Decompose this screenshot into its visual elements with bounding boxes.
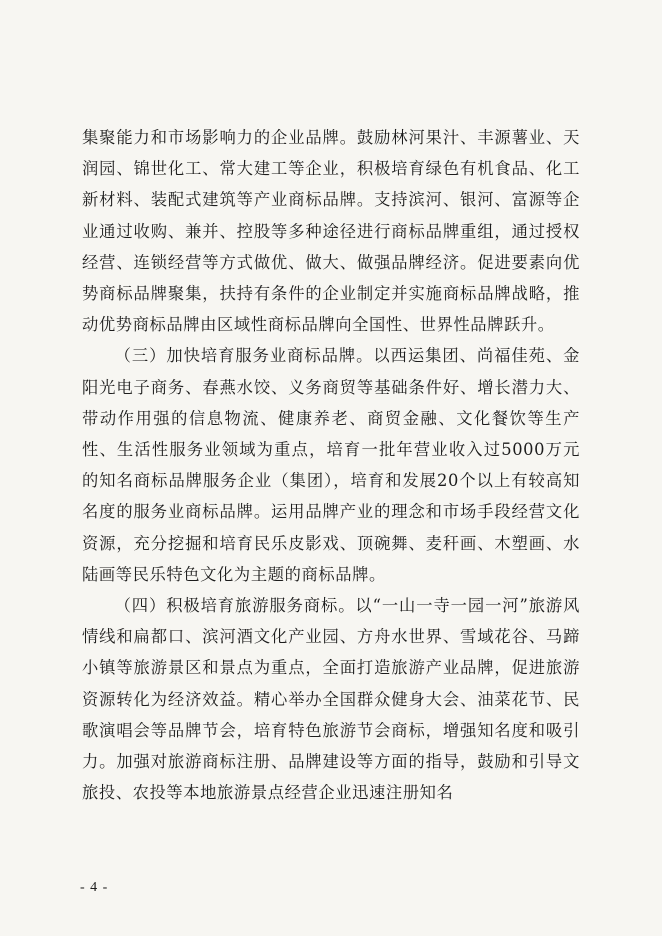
page-number: - 4 - [80, 880, 109, 895]
paragraph-3: （四）积极培育旅游服务商标。以“一山一寺一园一河”旅游风情线和扁都口、滨河酒文化产业园、方舟水世界、雪域花谷、马蹄小镇等旅游景区和景点为重点，全面打造旅游产业品牌，促进旅游资源转化为经济效益。精心举办全国群众健身大会、油菜花节、民歌演唱会等品牌节会，培育特色旅游节会商标，增强知名度和吸引力。加强对旅游商标注册、品牌建设等方面的指导，鼓励和引导文旅投、农投等本地旅游景点经营企业迅速注册知名 [82, 596, 580, 803]
paragraph-2: （三）加快培育服务业商标品牌。以西运集团、尚福佳苑、金阳光电子商务、春燕水饺、义务商贸等基础条件好、增长潜力大、带动作用强的信息物流、健康养老、商贸金融、文化餐饮等生产性、生活性服务业领域为重点，培育一批年营业收入过5000万元的知名商标品牌服务企业（集团），培育和发展20个以上有较高知名度的服务业商标品牌。运用品牌产业的理念和市场手段经营文化资源，充分挖掘和培育民乐皮影戏、顶碗舞、麦秆画、木塑画、水陆画等民乐特色文化为主题的商标品牌。 [82, 346, 580, 584]
body-text [82, 122, 580, 808]
paragraph-1: 集聚能力和市场影响力的企业品牌。鼓励林河果汁、丰源薯业、天润园、锦世化工、常大建工等企业，积极培育绿色有机食品、化工新材料、装配式建筑等产业商标品牌。支持滨河、银河、富源等企业通过收购、兼并、控股等多种途径进行商标品牌重组，通过授权经营、连锁经营等方式做优、做大、做强品牌经济。促进要素向优势商标品牌聚集，扶持有条件的企业制定并实施商标品牌战略，推动优势商标品牌由区域性商标品牌向全国性、世界性品牌跃升。 [82, 128, 580, 335]
